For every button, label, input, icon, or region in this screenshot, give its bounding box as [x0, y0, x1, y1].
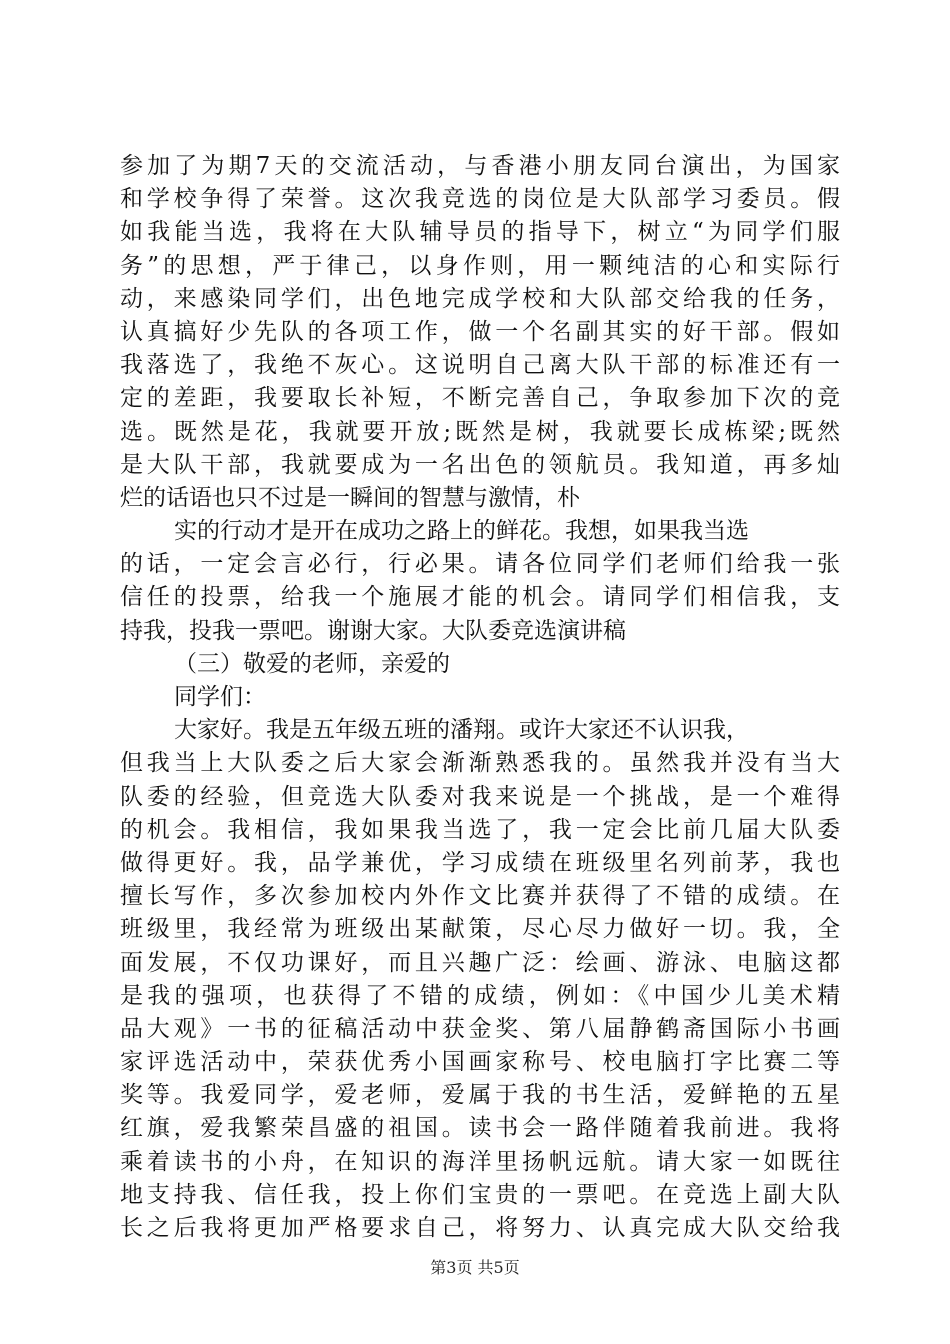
text-line: 但我当上大队委之后大家会渐渐熟悉我的。虽然我并没有当大	[120, 750, 840, 777]
page-number-footer: 第3页 共5页	[430, 1258, 520, 1277]
text-line: 如我能当选，我将在大队辅导员的指导下，树立“为同学们服	[120, 219, 840, 246]
text-line: 的机会。我相信，我如果我当选了，我一定会比前几届大队委	[120, 816, 840, 843]
text-line: 选。既然是花，我就要开放;既然是树，我就要长成栋梁;既然	[120, 418, 840, 445]
text-line: 参加了为期7天的交流活动，与香港小朋友同台演出，为国家	[120, 153, 840, 179]
text-line: 擅长写作，多次参加校内外作文比赛并获得了不错的成绩。在	[120, 883, 840, 910]
text-line: 持我，投我一票吧。谢谢大家。大队委竞选演讲稿	[120, 617, 626, 644]
text-line: 班级里，我经常为班级出某献策，尽心尽力做好一切。我，全	[120, 916, 840, 943]
text-line: 的话，一定会言必行，行必果。请各位同学们老师们给我一张	[120, 551, 840, 578]
text-line: 是我的强项，也获得了不错的成绩，例如：《中国少儿美术精	[120, 982, 840, 1009]
text-line: 地支持我、信任我，投上你们宝贵的一票吧。在竞选上副大队	[120, 1181, 840, 1208]
section-heading: （三）敬爱的老师，亲爱的	[174, 650, 450, 677]
salutation-line: 同学们：	[174, 684, 266, 710]
text-line: 定的差距，我要取长补短，不断完善自己，争取参加下次的竞	[120, 385, 840, 412]
text-line: 信任的投票，给我一个施展才能的机会。请同学们相信我，支	[120, 584, 840, 611]
text-line: 认真搞好少先队的各项工作，做一个名副其实的好干部。假如	[120, 318, 840, 345]
text-line: 烂的话语也只不过是一瞬间的智慧与激情，朴	[120, 484, 580, 511]
text-line: 动，来感染同学们，出色地完成学校和大队部交给我的任务，	[120, 285, 840, 312]
text-line: 长之后我将更加严格要求自己，将努力、认真完成大队交给我	[120, 1215, 840, 1241]
text-line: 做得更好。我，品学兼优，学习成绩在班级里名列前茅，我也	[120, 849, 840, 876]
text-line: 面发展，不仅功课好，而且兴趣广泛：绘画、游泳、电脑这都	[120, 949, 840, 976]
text-line: 实的行动才是开在成功之路上的鲜花。我想，如果我当选	[174, 518, 749, 545]
document-body	[120, 150, 840, 1245]
text-line: 队委的经验，但竞选大队委对我来说是一个挑战，是一个难得	[120, 783, 840, 810]
text-line: 乘着读书的小舟，在知识的海洋里扬帆远航。请大家一如既往	[120, 1148, 840, 1175]
text-line: 是大队干部，我就要成为一名出色的领航员。我知道，再多灿	[120, 451, 840, 478]
text-line: 大家好。我是五年级五班的潘翔。或许大家还不认识我，	[174, 717, 749, 744]
text-line: 红旗，爱我繁荣昌盛的祖国。读书会一路伴随着我前进。我将	[120, 1115, 840, 1142]
text-line: 奖等。我爱同学，爱老师，爱属于我的书生活，爱鲜艳的五星	[120, 1082, 840, 1109]
text-line: 品大观》一书的征稿活动中获金奖、第八届静鹤斋国际小书画	[120, 1015, 840, 1042]
text-line: 我落选了，我绝不灰心。这说明自己离大队干部的标准还有一	[120, 352, 840, 379]
text-line: 和学校争得了荣誉。这次我竞选的岗位是大队部学习委员。假	[120, 186, 840, 213]
text-line: 务”的思想，严于律己，以身作则，用一颗纯洁的心和实际行	[120, 252, 840, 279]
text-line: 家评选活动中，荣获优秀小国画家称号、校电脑打字比赛二等	[120, 1049, 840, 1076]
